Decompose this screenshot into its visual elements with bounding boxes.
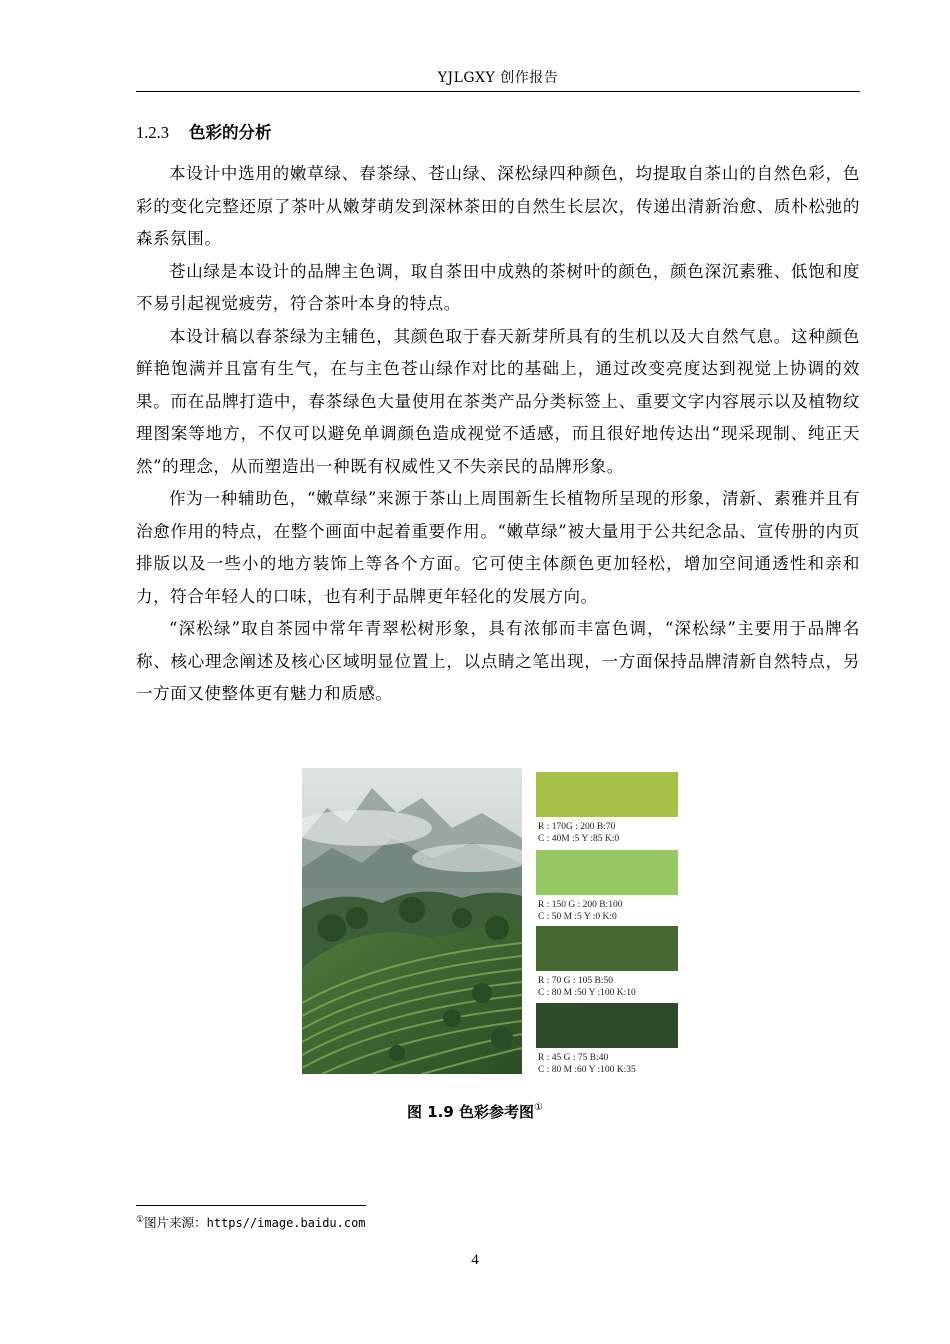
rgb-value: R : 170G : 200 B:70 xyxy=(538,822,616,832)
footnote xyxy=(136,1213,366,1231)
cmyk-value: C : 80 M :60 Y :100 K:35 xyxy=(538,1064,636,1075)
swatch-group xyxy=(536,850,678,923)
color-reference-figure xyxy=(302,768,682,1076)
cmyk-value: C : 50 M :5 Y :0 K:0 xyxy=(538,911,617,922)
paragraph: 作为一种辅助色，“嫩草绿”来源于茶山上周围新生长植物所呈现的形象，清新、素雅并且有治愈作用的特点，在整个画面中起着重要作用。“嫩草绿”被大量用于公共纪念品、宣传册的内页排版以及一些小的地方装饰上等各个方面。它可使主体颜色更加轻松，增加空间通透性和亲和力，符合年轻人的口味，也有利于品牌更年轻化的发展方向。 xyxy=(136,489,860,606)
swatch-label xyxy=(536,1053,678,1076)
rgb-value: R : 70 G : 105 B:50 xyxy=(538,976,613,986)
figure-caption xyxy=(0,1101,950,1122)
swatch-group xyxy=(536,926,678,999)
swatch-label xyxy=(536,976,678,999)
swatch-label xyxy=(536,822,678,845)
color-swatch xyxy=(536,850,678,895)
footnote-mark: ① xyxy=(136,1215,145,1225)
section-number: 1.2.3 xyxy=(136,123,169,142)
tea-plantation-photo xyxy=(302,768,522,1074)
footnote-label: 图片来源： xyxy=(144,1215,207,1230)
cmyk-value: C : 40M :5 Y :85 K:0 xyxy=(538,833,620,844)
paragraph: 苍山绿是本设计的品牌主色调，取自茶田中成熟的茶树叶的颜色，颜色深沉素雅、低饱和度不易引起视觉疲劳，符合茶叶本身的特点。 xyxy=(136,261,860,313)
page-header xyxy=(136,67,860,92)
color-swatch xyxy=(536,926,678,971)
paragraph: 本设计稿以春茶绿为主辅色，其颜色取于春天新芽所具有的生机以及大自然气息。这种颜色鲜艳饱满并且富有生气，在与主色苍山绿作对比的基础上，通过改变亮度达到视觉上协调的效果。而在品牌打造中，春茶绿色大量使用在茶类产品分类标签上、重要文字内容展示以及植物纹理图案等地方，不仅可以避免单调颜色造成视觉不适感，而且很好地传达出“现采现制、纯正天然”的理念，从而塑造出一种既有权威性又不失亲民的品牌形象。 xyxy=(136,326,860,476)
page-number: 4 xyxy=(471,1252,479,1268)
section-heading xyxy=(136,119,272,143)
color-swatch xyxy=(536,772,678,817)
rgb-value: R : 150 G : 200 B:100 xyxy=(538,900,623,910)
rgb-value: R : 45 G : 75 B:40 xyxy=(538,1053,609,1063)
paragraph: “深松绿”取自茶园中常年青翠松树形象，具有浓郁而丰富色调，“深松绿”主要用于品牌名称、核心理念阐述及核心区域明显位置上，以点睛之笔出现，一方面保持品牌清新自然特点，另一方面又使整体更有魅力和质感。 xyxy=(136,619,860,703)
swatch-label xyxy=(536,900,678,923)
caption-text: 图 1.9 色彩参考图 xyxy=(407,1103,535,1121)
header-title: YJLGXY 创作报告 xyxy=(437,70,559,86)
footnote-divider xyxy=(136,1205,366,1206)
paragraph: 本设计中选用的嫩草绿、春茶绿、苍山绿、深松绿四种颜色，均提取自茶山的自然色彩，色彩的变化完整还原了茶叶从嫩芽萌发到深林茶田的自然生长层次，传递出清新治愈、质朴松弛的森系氛围。 xyxy=(136,164,860,248)
footnote-mark: ① xyxy=(534,1102,543,1113)
swatch-group xyxy=(536,1003,678,1076)
swatch-group xyxy=(536,772,678,845)
cmyk-value: C : 80 M :50 Y :100 K:10 xyxy=(538,987,636,998)
footnote-url: https//image.baidu.com xyxy=(206,1216,366,1230)
body-text xyxy=(136,158,860,711)
section-title: 色彩的分析 xyxy=(189,123,272,142)
color-swatch xyxy=(536,1003,678,1048)
